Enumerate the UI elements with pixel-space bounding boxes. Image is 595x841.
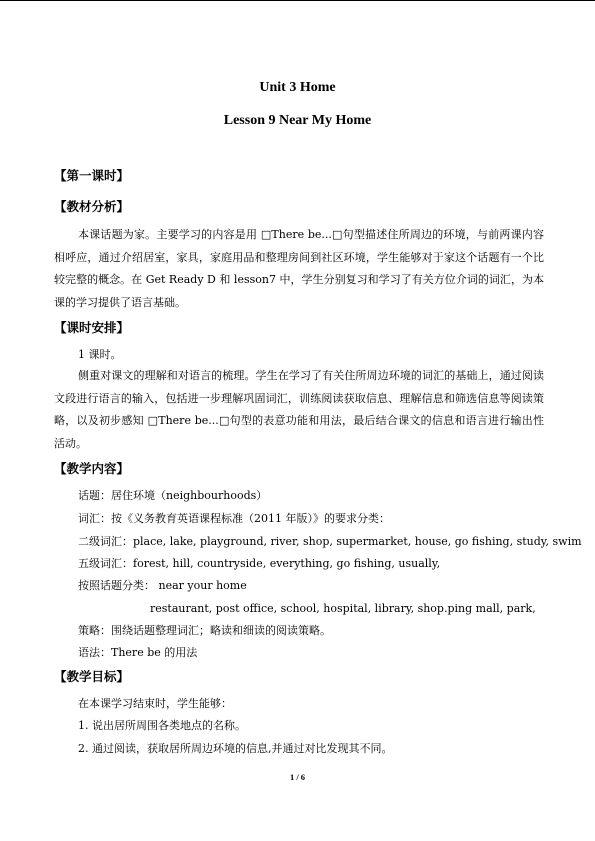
content-topic: 话题：居住环境（neighbourhoods） bbox=[78, 489, 268, 502]
goals-item-1: 1. 说出居所周围各类地点的名称。 bbox=[78, 719, 246, 732]
content-places: restaurant, post office, school, hospital, library, shop.ping mall, park, bbox=[150, 602, 536, 615]
schedule-paragraph: 侧重对课文的理解和对语言的梳理。学生在学习了有关住所周边环境的词汇的基础上，通过阅读文段进行语言的输入，包括进一步理解巩固词汇，训练阅读获取信息、理解信息和筛选信息等阅读策略，以及初步感知 □There be...□句型的表意功能和用法，最后结合课文的信息和语言进行输出性活动。 bbox=[54, 369, 544, 450]
goals-intro: 在本课学习结束时，学生能够： bbox=[78, 697, 232, 710]
content-level5: 五级词汇：forest, hill, countryside, everything, go fishing, usually, bbox=[78, 557, 441, 570]
content-strategy: 策略：围绕话题整理词汇；略读和细读的阅读策略。 bbox=[78, 624, 331, 637]
lesson-title: Lesson 9 Near My Home bbox=[223, 113, 372, 128]
goals-heading: 【教学目标】 bbox=[54, 669, 130, 684]
goals-item-2: 2. 通过阅读，获取居所周边环境的信息,并通过对比发现其不同。 bbox=[78, 742, 393, 755]
schedule-heading: 【课时安排】 bbox=[54, 320, 130, 335]
content-heading: 【教学内容】 bbox=[54, 461, 130, 476]
content-level2: 二级词汇：place, lake, playground, river, shop, supermarket, house, go fishing, study, swim bbox=[78, 535, 582, 548]
content-vocab: 词汇：按《义务教育英语课程标准（2011 年版）》的要求分类： bbox=[78, 512, 390, 525]
unit-title: Unit 3 Home bbox=[259, 80, 336, 95]
analysis-paragraph: 本课话题为家。主要学习的内容是用 □There be...□句型描述住所周边的环境，与前两课内容相呼应，通过介绍居室，家具，家庭用品和整理房间到社区环境，学生能够对于家这个话题有一个比较完整的概念。在 Get Ready D 和 lesson7 中，学生分别复习和学习了有关方位介词的词汇，为本课的学习提供了语言基础。 bbox=[54, 228, 544, 309]
period-heading: 【第一课时】 bbox=[54, 168, 130, 183]
schedule-hours: 1 课时。 bbox=[78, 348, 122, 361]
analysis-heading: 【教材分析】 bbox=[54, 199, 130, 214]
content-bytopic: 按照话题分类： near your home bbox=[78, 579, 247, 592]
content-grammar: 语法：There be 的用法 bbox=[78, 646, 198, 659]
page-number: 1 / 6 bbox=[289, 772, 306, 782]
